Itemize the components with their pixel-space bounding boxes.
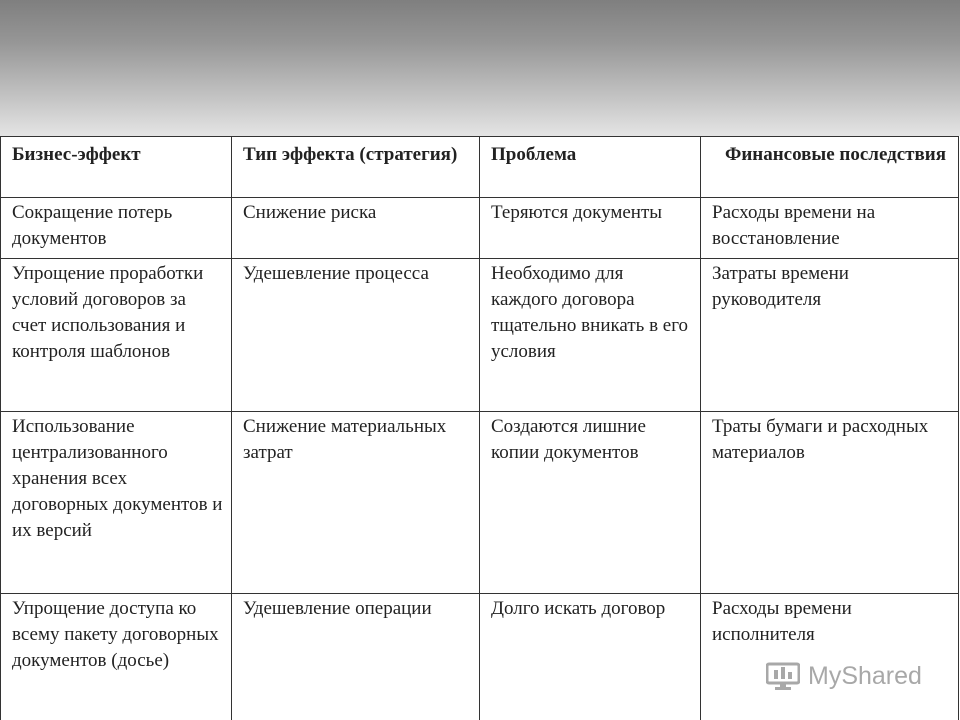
myshared-logo-icon bbox=[766, 661, 800, 691]
cell-financial-consequences: Расходы времени на восстановление bbox=[701, 198, 959, 259]
column-header-effect-type: Тип эффекта (стратегия) bbox=[232, 137, 480, 198]
slide-header-band bbox=[0, 0, 960, 140]
cell-problem: Необходимо для каждого договора тщательно вникать в его условия bbox=[480, 259, 701, 412]
table-row bbox=[1, 259, 959, 412]
column-header-problem: Проблема bbox=[480, 137, 701, 198]
cell-business-effect: Сокращение потерь документов bbox=[1, 198, 232, 259]
cell-business-effect: Использование централизованного хранения всех договорных документов и их версий bbox=[1, 412, 232, 594]
table-header-row bbox=[1, 137, 959, 198]
cell-problem: Создаются лишние копии документов bbox=[480, 412, 701, 594]
cell-financial-consequences: Затраты времени руководителя bbox=[701, 259, 959, 412]
myshared-watermark bbox=[766, 656, 926, 696]
table-row bbox=[1, 412, 959, 594]
column-header-financial-consequences: Финансовые последствия bbox=[701, 137, 959, 198]
cell-business-effect: Упрощение проработки условий договоров за счет использования и контроля шаблонов bbox=[1, 259, 232, 412]
table-container bbox=[0, 136, 960, 720]
cell-effect-type: Снижение материальных затрат bbox=[232, 412, 480, 594]
cell-financial-consequences: Расходы времени исполнителя bbox=[701, 594, 959, 720]
table-row bbox=[1, 198, 959, 259]
cell-financial-consequences: Траты бумаги и расходных материалов bbox=[701, 412, 959, 594]
cell-business-effect: Упрощение доступа ко всему пакету договорных документов (досье) bbox=[1, 594, 232, 720]
cell-problem: Теряются документы bbox=[480, 198, 701, 259]
cell-problem: Долго искать договор bbox=[480, 594, 701, 720]
column-header-business-effect: Бизнес-эффект bbox=[1, 137, 232, 198]
cell-effect-type: Удешевление процесса bbox=[232, 259, 480, 412]
business-effects-table bbox=[0, 136, 959, 720]
cell-effect-type: Снижение риска bbox=[232, 198, 480, 259]
cell-effect-type: Удешевление операции bbox=[232, 594, 480, 720]
watermark-text: MyShared bbox=[808, 661, 922, 690]
